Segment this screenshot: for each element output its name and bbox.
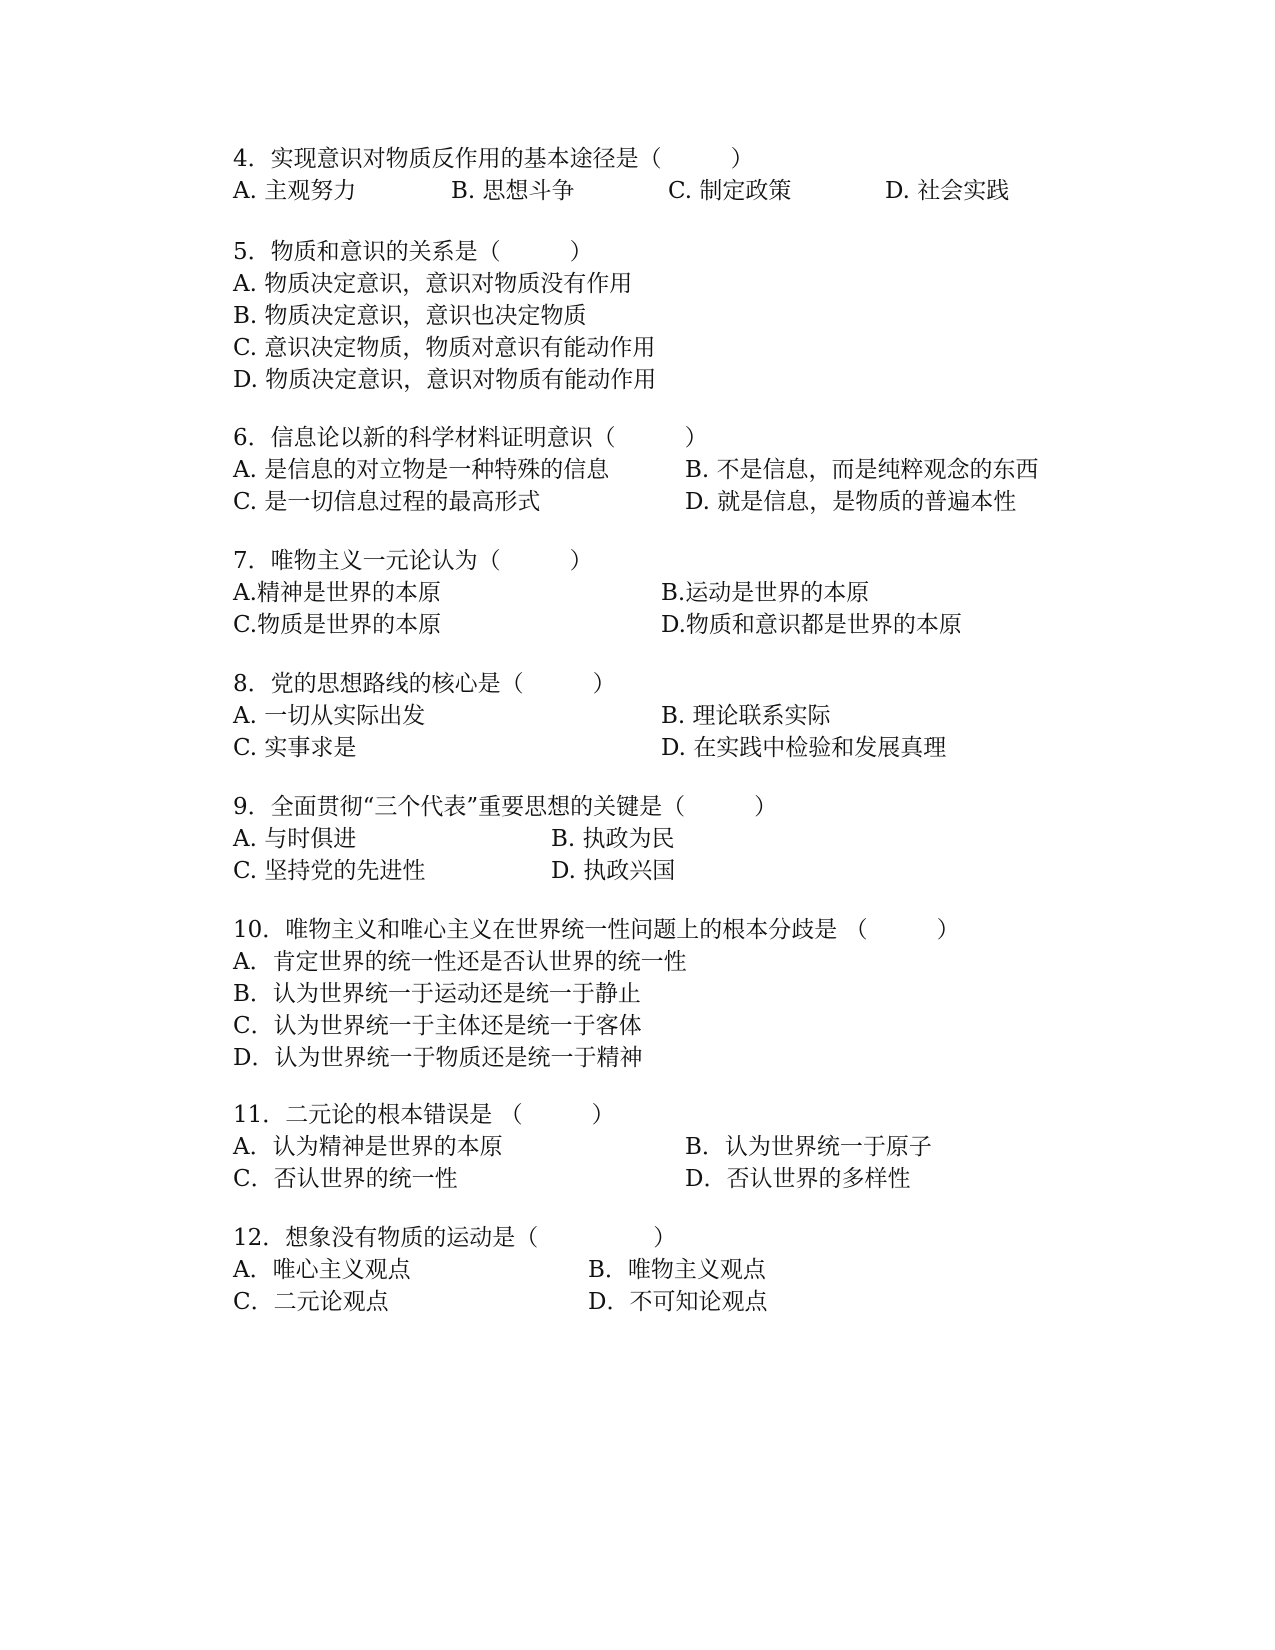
options-row <box>233 732 1113 764</box>
option-a: A. 是信息的对立物是一种特殊的信息 <box>233 457 610 483</box>
options-row <box>233 577 1113 609</box>
option-a: A．唯心主义观点 <box>233 1257 411 1283</box>
option-d: D. 社会实践 <box>885 178 1010 204</box>
option-d: D. 在实践中检验和发展真理 <box>661 735 947 761</box>
option-c: C．二元论观点 <box>233 1289 389 1315</box>
question-12 <box>233 1222 1113 1318</box>
question-6 <box>233 422 1113 518</box>
option-c: C. 意识决定物质，物质对意识有能动作用 <box>233 335 656 361</box>
option-c: C. 制定政策 <box>668 178 792 204</box>
option-c: C．否认世界的统一性 <box>233 1166 458 1192</box>
question-stem: 4．实现意识对物质反作用的基本途径是（ ） <box>233 146 754 172</box>
option-c: C.物质是世界的本原 <box>233 612 442 638</box>
question-stem: 5．物质和意识的关系是（ ） <box>233 239 593 265</box>
option-b: B．唯物主义观点 <box>588 1257 766 1283</box>
option-a: A．肯定世界的统一性还是否认世界的统一性 <box>233 949 687 975</box>
option-b: B. 思想斗争 <box>451 178 575 204</box>
options-row <box>233 855 1113 887</box>
option-b: B. 理论联系实际 <box>661 703 831 729</box>
option-c: C．认为世界统一于主体还是统一于客体 <box>233 1013 642 1039</box>
options-row <box>233 454 1113 486</box>
options-row <box>233 175 1113 207</box>
option-d: D.物质和意识都是世界的本原 <box>661 612 962 638</box>
options-row <box>233 823 1113 855</box>
options-row <box>233 1163 1113 1195</box>
question-8 <box>233 668 1113 764</box>
question-stem: 8．党的思想路线的核心是（ ） <box>233 671 616 697</box>
option-d: D. 执政兴国 <box>551 858 676 884</box>
option-a: A. 物质决定意识，意识对物质没有作用 <box>233 271 633 297</box>
question-stem: 10．唯物主义和唯心主义在世界统一性问题上的根本分歧是 （ ） <box>233 917 960 943</box>
option-b: B. 物质决定意识，意识也决定物质 <box>233 303 587 329</box>
option-b: B．认为世界统一于运动还是统一于静止 <box>233 981 641 1007</box>
question-7 <box>233 545 1113 641</box>
question-stem: 7．唯物主义一元论认为（ ） <box>233 548 593 574</box>
option-d: D. 就是信息，是物质的普遍本性 <box>685 489 1017 515</box>
question-stem: 12．想象没有物质的运动是（ ） <box>233 1225 677 1251</box>
option-a: A．认为精神是世界的本原 <box>233 1134 503 1160</box>
option-a: A. 一切从实际出发 <box>233 703 426 729</box>
option-b: B．认为世界统一于原子 <box>685 1134 932 1160</box>
options-row <box>233 700 1113 732</box>
question-4 <box>233 143 1113 207</box>
option-b: B.运动是世界的本原 <box>661 580 870 606</box>
options-row <box>233 486 1113 518</box>
option-b: B. 不是信息，而是纯粹观念的东西 <box>685 457 1039 483</box>
question-stem: 9．全面贯彻“三个代表”重要思想的关键是（ ） <box>233 794 778 820</box>
option-d: D．不可知论观点 <box>588 1289 768 1315</box>
option-d: D．否认世界的多样性 <box>685 1166 911 1192</box>
option-c: C. 是一切信息过程的最高形式 <box>233 489 541 515</box>
option-b: B. 执政为民 <box>551 826 675 852</box>
option-d: D．认为世界统一于物质还是统一于精神 <box>233 1045 643 1071</box>
option-c: C. 实事求是 <box>233 735 357 761</box>
options-row <box>233 609 1113 641</box>
question-stem: 11．二元论的根本错误是 （ ） <box>233 1102 615 1128</box>
question-11 <box>233 1099 1113 1195</box>
option-a: A. 主观努力 <box>233 178 357 204</box>
question-9 <box>233 791 1113 887</box>
question-10 <box>233 914 1113 1074</box>
option-c: C. 坚持党的先进性 <box>233 858 426 884</box>
option-a: A.精神是世界的本原 <box>233 580 441 606</box>
option-a: A. 与时俱进 <box>233 826 357 852</box>
options-row <box>233 1131 1113 1163</box>
option-d: D. 物质决定意识，意识对物质有能动作用 <box>233 367 657 393</box>
options-row <box>233 1286 1113 1318</box>
question-5 <box>233 236 1113 396</box>
options-row <box>233 1254 1113 1286</box>
question-stem: 6．信息论以新的科学材料证明意识（ ） <box>233 425 708 451</box>
